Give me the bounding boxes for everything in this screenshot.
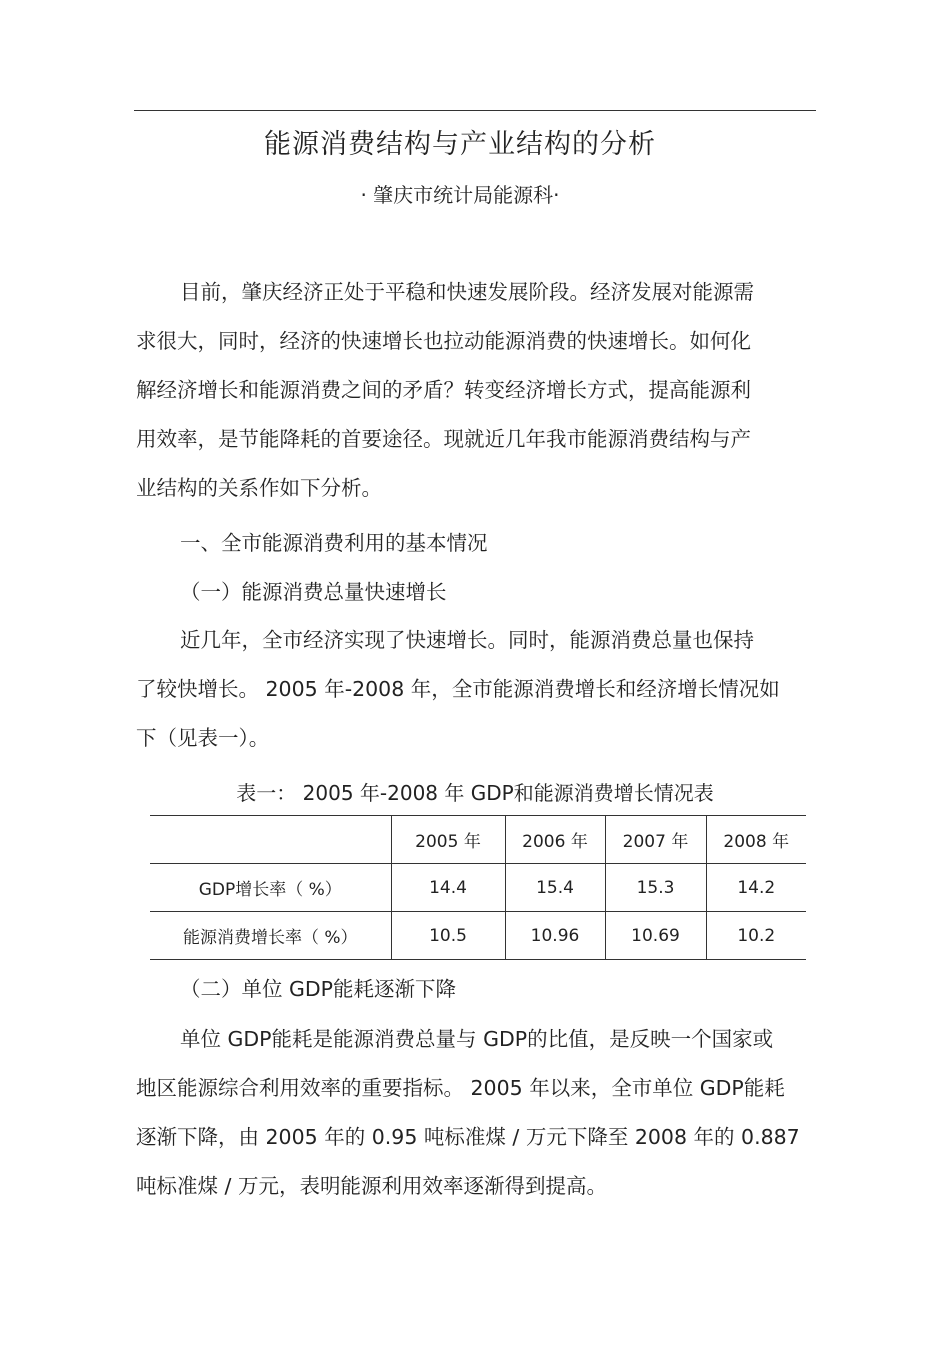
- table-header-cell: [150, 816, 391, 864]
- table-row: [150, 864, 806, 912]
- row-label-cell: 能源消费增长率（ %）: [150, 912, 391, 960]
- intensity-line: 逐渐下降，由 2005 年的 0.95 吨标准煤 / 万元下降至 2008 年的 0.887: [136, 1125, 800, 1149]
- table-header-cell: 2007 年: [605, 816, 706, 864]
- intro-line: 用效率，是节能降耗的首要途径。现就近几年我市能源消费结构与产: [136, 427, 751, 451]
- table-cell: 14.2: [706, 864, 806, 912]
- subsection-heading: （一）能源消费总量快速增长: [180, 580, 447, 604]
- table-cell: 14.4: [391, 864, 505, 912]
- intro-paragraph: [136, 268, 796, 513]
- table-caption: 表一： 2005 年-2008 年 GDP和能源消费增长情况表: [236, 781, 714, 805]
- table-header-cell: 2006 年: [505, 816, 605, 864]
- table-header-cell: 2008 年: [706, 816, 806, 864]
- intensity-line: 单位 GDP能耗是能源消费总量与 GDP的比值，是反映一个国家或: [180, 1027, 774, 1051]
- energy-intensity-paragraph: [136, 1015, 816, 1211]
- growth-line: 了较快增长。 2005 年-2008 年，全市能源消费增长和经济增长情况如: [136, 677, 780, 701]
- table-header-row: [150, 816, 806, 864]
- intensity-line: 地区能源综合利用效率的重要指标。 2005 年以来，全市单位 GDP能耗: [136, 1076, 785, 1100]
- growth-paragraph: [136, 616, 796, 763]
- section-heading: 一、全市能源消费利用的基本情况: [180, 531, 488, 555]
- subsection-heading: （二）单位 GDP能耗逐渐下降: [180, 977, 457, 1001]
- intensity-line: 吨标准煤 / 万元，表明能源利用效率逐渐得到提高。: [136, 1174, 607, 1198]
- header-rule: [134, 110, 816, 111]
- intro-line: 业结构的关系作如下分析。: [136, 476, 382, 500]
- table-header-cell: 2005 年: [391, 816, 505, 864]
- table-cell: 10.96: [505, 912, 605, 960]
- intro-line: 求很大，同时，经济的快速增长也拉动能源消费的快速增长。如何化: [136, 329, 751, 353]
- table-row: [150, 912, 806, 960]
- growth-line: 下（见表一）。: [136, 726, 270, 750]
- intro-line: 解经济增长和能源消费之间的矛盾？转变经济增长方式，提高能源利: [136, 378, 751, 402]
- document-byline: · 肇庆市统计局能源科·: [360, 183, 560, 207]
- table-cell: 10.2: [706, 912, 806, 960]
- table-cell: 15.4: [505, 864, 605, 912]
- growth-table: [150, 815, 806, 960]
- table-cell: 15.3: [605, 864, 706, 912]
- row-label-cell: GDP增长率（ %）: [150, 864, 391, 912]
- intro-line: 目前，肇庆经济正处于平稳和快速发展阶段。经济发展对能源需: [180, 280, 754, 304]
- table-cell: 10.5: [391, 912, 505, 960]
- table-cell: 10.69: [605, 912, 706, 960]
- growth-line: 近几年，全市经济实现了快速增长。同时，能源消费总量也保持: [180, 628, 754, 652]
- document-title: 能源消费结构与产业结构的分析: [264, 129, 656, 160]
